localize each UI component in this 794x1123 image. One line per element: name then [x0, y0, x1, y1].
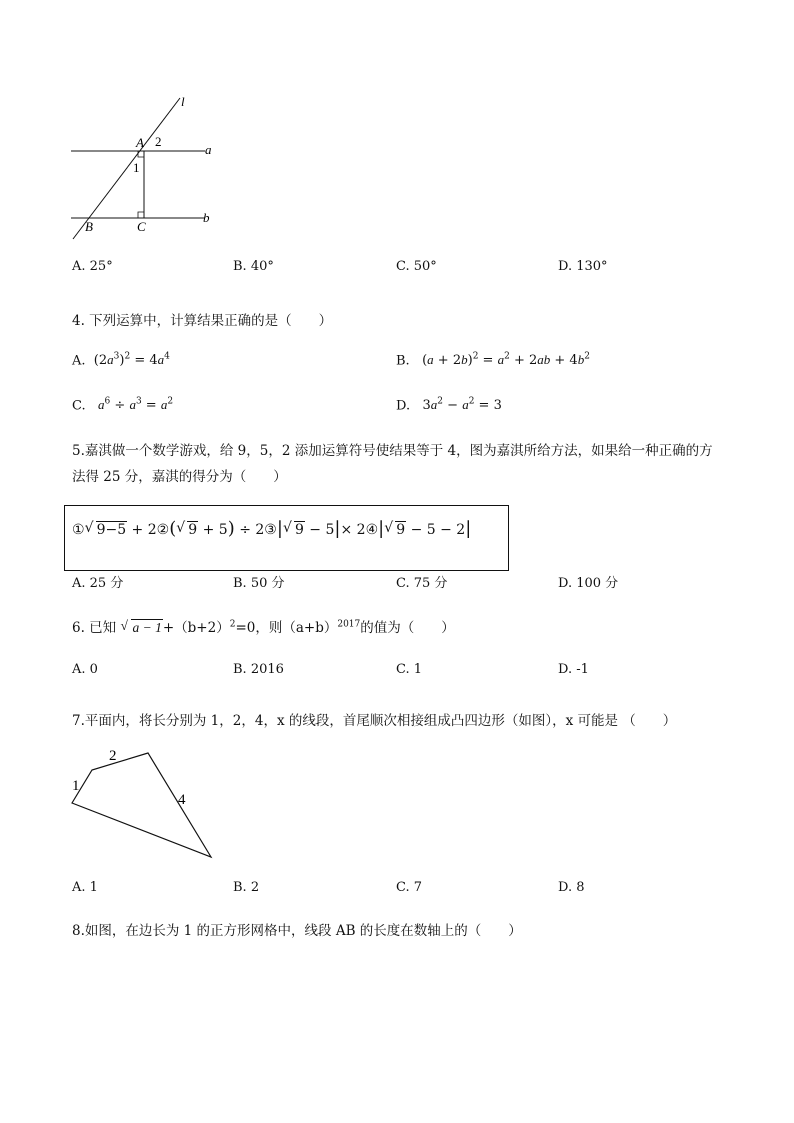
- side-label-2: 2: [109, 748, 117, 764]
- q4-option-a[interactable]: [72, 352, 170, 368]
- label-2: 2: [155, 134, 162, 149]
- q7-option-c[interactable]: C. 7: [396, 880, 423, 895]
- q4-option-c-formula: $a^6 \div a^3 = a^2$: [98, 397, 174, 414]
- label-b: b: [203, 210, 210, 225]
- q8-stem: 8.如图，在边长为 1 的正方形网格中，线段 AB 的长度在数轴上的（ ）: [72, 923, 522, 939]
- q7-option-a[interactable]: A. 1: [72, 880, 98, 895]
- q3-option-c[interactable]: C. 50°: [396, 259, 437, 274]
- q5-circle-2: ②: [156, 522, 170, 538]
- q4-option-d[interactable]: [396, 397, 502, 413]
- q5-option-a[interactable]: A. 25 分: [72, 576, 124, 591]
- q5-method-3-sqrt: √ 9: [283, 522, 305, 538]
- q7-option-b[interactable]: B. 2: [233, 880, 260, 895]
- q3-option-a[interactable]: A. 25°: [72, 259, 113, 274]
- q6-option-a[interactable]: A. 0: [72, 662, 98, 677]
- q6-option-d[interactable]: D. -1: [558, 662, 589, 677]
- q3-option-d[interactable]: D. 130°: [558, 259, 608, 274]
- q6-sqrt: √ a − 1: [120, 620, 162, 636]
- side-label-1: 1: [72, 778, 80, 794]
- q4-option-b[interactable]: [396, 352, 590, 368]
- q5-circle-1: ①: [72, 522, 85, 538]
- q6-middle: +（b+2）: [162, 620, 230, 636]
- right-angle-mark-C: [138, 212, 144, 218]
- q5-method-4-sqrt: √ 9: [384, 522, 406, 538]
- label-C: C: [137, 219, 146, 234]
- q6-sup-2: 2: [229, 619, 236, 630]
- q4-option-b-formula: $(a + 2b)^2 = a^2 + 2ab + 4b^2$: [413, 352, 590, 369]
- q5-option-b[interactable]: B. 50 分: [233, 576, 285, 591]
- q4-option-d-formula: $3a^2 - a^2 = 3$: [414, 397, 502, 414]
- q6-prefix: 6. 已知: [72, 620, 117, 636]
- q5-stem-line2: 法得 25 分，嘉淇的得分为（ ）: [72, 469, 287, 485]
- label-A: A: [136, 135, 144, 150]
- q6-stem: [72, 616, 455, 636]
- q3-option-b[interactable]: B. 40°: [233, 259, 274, 274]
- q5-circle-4: ④: [365, 522, 379, 538]
- q5-methods: ①√ 9−5 + 2②(√ 9 + 5) ÷ 2③|√ 9 − 5|× 2④|√ 9 − 5 − 2|: [72, 518, 471, 539]
- side-label-4: 4: [178, 792, 186, 808]
- q5-option-d[interactable]: D. 100 分: [558, 576, 619, 591]
- label-1: 1: [133, 160, 140, 175]
- q4-option-b-prefix: B.: [396, 353, 410, 369]
- q5-method-1-sqrt: √ 9−5: [85, 522, 128, 538]
- label-B: B: [85, 219, 93, 234]
- q6-option-b[interactable]: B. 2016: [233, 662, 284, 677]
- q3-figure: [60, 90, 230, 245]
- q7-figure: [62, 740, 222, 865]
- q4-stem: 4. 下列运算中，计算结果正确的是（ ）: [72, 313, 333, 329]
- q6-option-c[interactable]: C. 1: [396, 662, 423, 677]
- q7-option-d[interactable]: D. 8: [558, 880, 585, 895]
- q5-option-c[interactable]: C. 75 分: [396, 576, 448, 591]
- q4-option-c-prefix: C.: [72, 398, 86, 414]
- q4-option-a-formula: $(2a^3)^2 = 4a^4$: [89, 352, 170, 369]
- q6-tail: 的值为（ ）: [360, 620, 455, 636]
- q5-circle-3: ③: [264, 522, 277, 538]
- q5-method-2-sqrt: √ 9: [176, 522, 198, 538]
- q6-sup-2017: 2017: [337, 619, 361, 630]
- q5-stem-line1: 5.嘉淇做一个数学游戏，给 9，5，2 添加运算符号使结果等于 4，图为嘉淇所给方法，如果给一种正确的方: [72, 443, 713, 459]
- q4-option-a-prefix: A.: [72, 353, 86, 369]
- q4-option-d-prefix: D.: [396, 398, 411, 414]
- label-a: a: [205, 142, 212, 157]
- quadrilateral: [72, 753, 211, 857]
- q6-after: =0，则（a+b）: [235, 620, 338, 636]
- q7-stem: 7.平面内，将长分别为 1，2，4，x 的线段，首尾顺次相接组成凸四边形（如图），x 可能是 （ ）: [72, 713, 677, 729]
- q4-option-c[interactable]: [72, 397, 173, 413]
- label-l: l: [181, 94, 185, 109]
